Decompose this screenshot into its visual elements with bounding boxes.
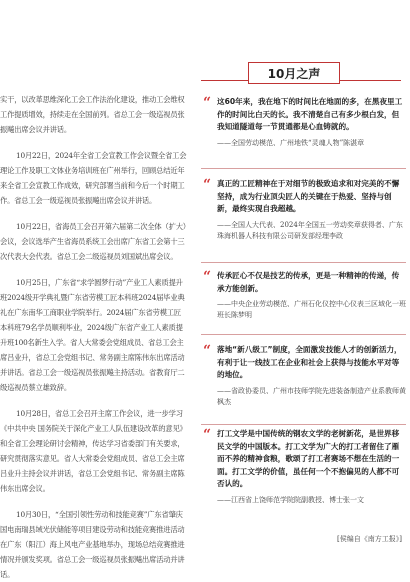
quote-text: 真正的工匠精神在于对细节的极致追求和对完美的不懈坚持，成为行业顶尖匠人的关键在于热爱、坚持与创新，最终实现自我超越。 [217, 179, 400, 213]
quote-block [201, 270, 406, 321]
quote-mark-icon: “ [203, 269, 212, 285]
news-paragraph: 10月28日，省总工会召开主席工作会议，进一步学习《中共中央 国务院关于深化产业工人队伍建设改革的意见》和全省工会理论研讨会精神，传达学习省委部门有关要求，研究贯彻落实意见。省人大常委会党组成员、省总工会主席吕业升主持会议并讲话，省总工会党组书记、常务副主席陈伟东出席会议。 [0, 409, 187, 493]
quote-text: 打工文学是中国传统的钢农文学的老树新花，是世界移民文学的中国版本。打工文学为广大的打工者留住了雁而不养的精神食粮，歌颂了打工者赛场不想在生活的一面。打工文学的价值，虽任何一个不抱偏见的人都不可否认的。 [217, 429, 400, 488]
quote-text: 落地“新八级工”制度，全面激发技能人才的创新活力，有利于让一线技工在企业和社会上获得与技能水平对等的地位。 [217, 345, 402, 379]
quote-block [201, 178, 406, 242]
divider [201, 168, 406, 169]
quote-source: ——中央企业劳动模范、广州石化仪控中心仪表三区域化一班班长陈梦明 [217, 300, 406, 319]
quote-mark-icon: “ [203, 177, 212, 193]
source-credit: [侯编自《南方工报》] [337, 535, 402, 543]
divider [201, 334, 406, 335]
quote-text: 这60年来，我在地下的时间比在地面的多，在黑夜里工作的时间比白天的长。我不清楚自己有多少根白发，但我知道隧道每一节贯通都是心血铸就的。 [217, 97, 403, 131]
quote-block [201, 96, 406, 149]
news-paragraph: 实干，以改革思维深化工会工作法治化建设，推动工会维权工作提质增效，持续走在全国前列。省总工会一级巡视员张振飚出席会议并讲话。 [0, 95, 185, 134]
quote-text: 传承匠心不仅是技艺的传承，更是一种精神的传递，传承方能创新。 [217, 271, 400, 293]
divider [201, 424, 406, 425]
section-title: 10月之声 [248, 62, 340, 84]
news-column [0, 92, 188, 579]
divider [201, 262, 406, 263]
quote-block [201, 428, 406, 506]
quote-mark-icon: “ [203, 95, 212, 111]
quote-mark-icon: “ [203, 427, 212, 443]
quote-source: ——全国劳动模范、广州地铁“灵魂人物”陈湛章 [217, 138, 365, 147]
news-paragraph: 10月30日，“全国引领性劳动和技能竞赛”广东省肇庆国电南瑞县域光伏储能等项目建设劳动和技能竞赛推进活动在广东（阳江）海上风电产业基地举办，现场总结竞赛推进情况并颁发奖项。省总工会一级巡视员张振飚出席活动并讲话。 [0, 510, 185, 579]
news-paragraph: 10月25日，广东省“求学圆梦行动”产业工人素质提升班2024级开学典礼暨广东省劳模工匠本科班2024届毕业典礼在广东南华工商职业学院举行。2024届广东省劳模工匠本科班79名学员顺利毕业，2024级广东省产业工人素质提升班100名新生入学。省人大常委会党组成员、省总工会主席吕业升，省总工会党组书记、常务副主席陈伟东出席活动并讲话。省总工会一级巡视员张振飚主持活动。省教育厅二级巡视员蔡立雄致辞。 [0, 278, 185, 392]
quote-block [201, 344, 406, 408]
quote-source: ——全国人大代表、2024年全国五一劳动奖章获得者、广东珠海机器人科技有限公司研发部经理李政 [217, 220, 403, 240]
quote-mark-icon: “ [203, 343, 212, 359]
news-paragraph: 10月22日，2024年全省工会宣教工作会议暨全省工会理论工作及职工文体业务培训班在广州举行，回顾总结近年来全省工会宣教工作成效，研究部署当前和今后一个时期工作。省总工会一级巡视员张振飚出席会议并讲话。 [0, 151, 187, 205]
quote-source: ——省政协委员、广州市技师学院先进装备制造产业系教师黄枫杰 [217, 386, 406, 406]
news-paragraph: 10月22日，省海员工会召开第六届第二次全体（扩大）会议，会议选举产生省海员系统工会出席广东省工会第十三次代表大会代表。省总工会二级巡视员刘国斌出席会议。 [0, 222, 187, 261]
quote-source: ——江西省上饶师范学院院副教授、博士张一文 [217, 495, 364, 504]
